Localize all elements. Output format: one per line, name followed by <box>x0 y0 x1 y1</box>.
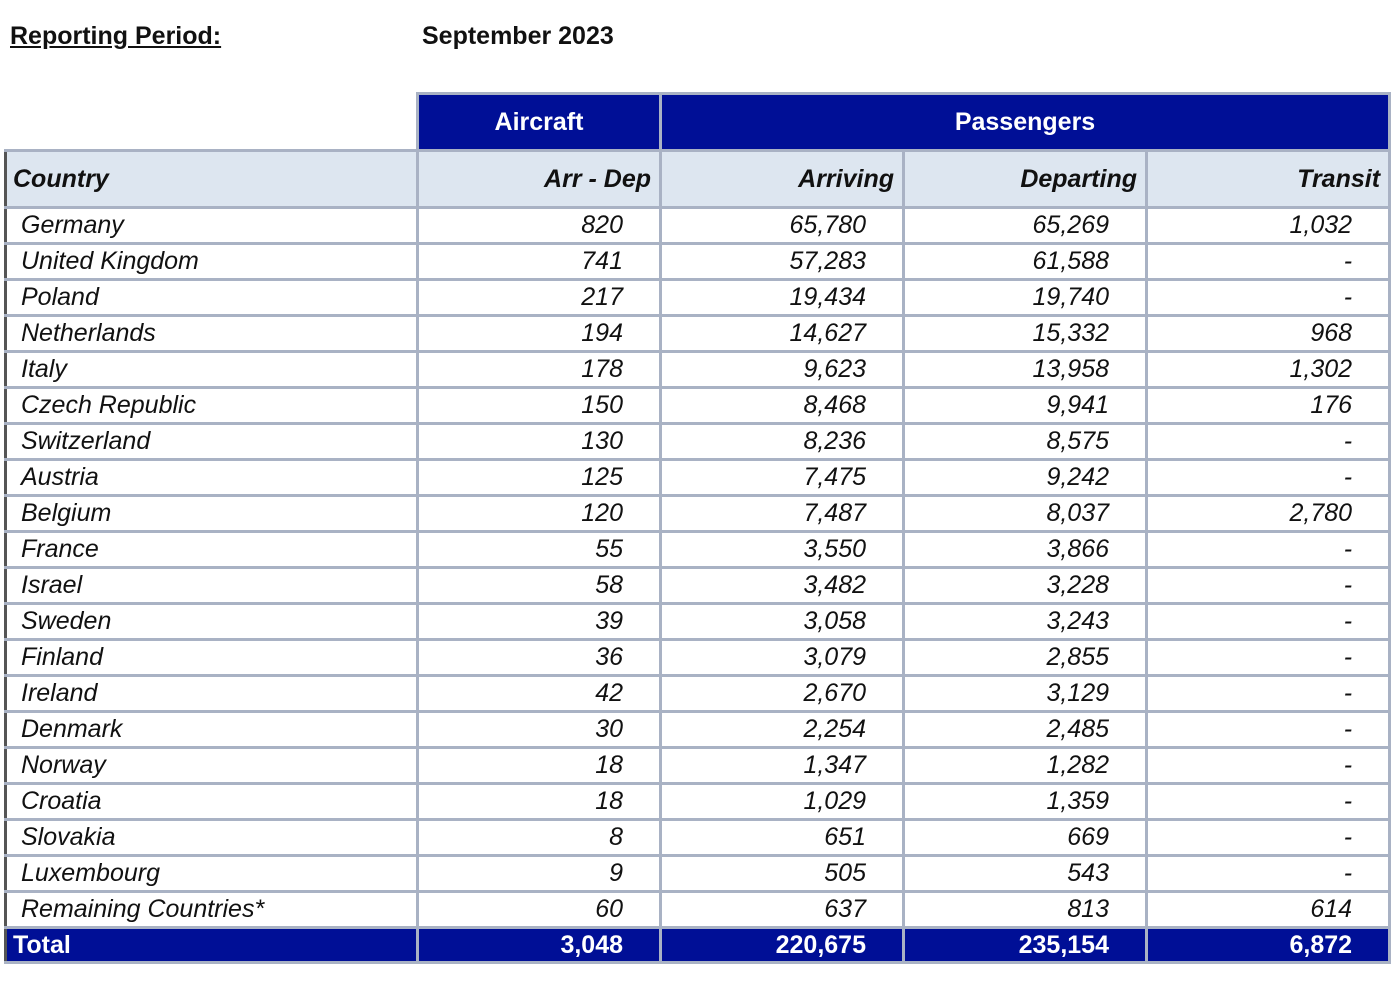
departing-cell: 61,588 <box>904 244 1147 280</box>
transit-cell: 176 <box>1147 388 1390 424</box>
arriving-cell: 7,475 <box>661 460 904 496</box>
table-row <box>6 388 1390 424</box>
aircraft-cell: 9 <box>418 856 661 892</box>
column-header-row <box>6 151 1390 208</box>
table-row <box>6 496 1390 532</box>
group-header-row <box>6 94 1390 151</box>
transit-cell: - <box>1147 244 1390 280</box>
country-cell: United Kingdom <box>6 244 418 280</box>
group-header-passengers: Passengers <box>661 94 1390 151</box>
column-header-arr-dep: Arr - Dep <box>418 151 661 208</box>
arriving-cell: 1,029 <box>661 784 904 820</box>
transit-cell: - <box>1147 280 1390 316</box>
table-row <box>6 856 1390 892</box>
aircraft-cell: 18 <box>418 748 661 784</box>
table-row <box>6 604 1390 640</box>
transit-cell: - <box>1147 712 1390 748</box>
total-arriving: 220,675 <box>661 928 904 963</box>
departing-cell: 3,866 <box>904 532 1147 568</box>
country-cell: France <box>6 532 418 568</box>
table-row <box>6 244 1390 280</box>
table-row <box>6 208 1390 244</box>
traffic-by-country-table <box>4 92 1391 964</box>
transit-cell: - <box>1147 784 1390 820</box>
column-header-departing: Departing <box>904 151 1147 208</box>
aircraft-cell: 39 <box>418 604 661 640</box>
departing-cell: 1,359 <box>904 784 1147 820</box>
country-cell: Israel <box>6 568 418 604</box>
arriving-cell: 651 <box>661 820 904 856</box>
transit-cell: 2,780 <box>1147 496 1390 532</box>
transit-cell: - <box>1147 856 1390 892</box>
aircraft-cell: 217 <box>418 280 661 316</box>
country-cell: Austria <box>6 460 418 496</box>
departing-cell: 1,282 <box>904 748 1147 784</box>
departing-cell: 3,243 <box>904 604 1147 640</box>
country-cell: Croatia <box>6 784 418 820</box>
country-cell: Italy <box>6 352 418 388</box>
aircraft-cell: 741 <box>418 244 661 280</box>
arriving-cell: 3,482 <box>661 568 904 604</box>
departing-cell: 9,242 <box>904 460 1147 496</box>
column-header-country: Country <box>6 151 418 208</box>
table-row <box>6 640 1390 676</box>
arriving-cell: 3,058 <box>661 604 904 640</box>
group-header-aircraft: Aircraft <box>418 94 661 151</box>
aircraft-cell: 120 <box>418 496 661 532</box>
transit-cell: 614 <box>1147 892 1390 928</box>
table-row <box>6 568 1390 604</box>
transit-cell: 1,302 <box>1147 352 1390 388</box>
total-label: Total <box>6 928 418 963</box>
transit-cell: - <box>1147 676 1390 712</box>
country-cell: Czech Republic <box>6 388 418 424</box>
country-cell: Netherlands <box>6 316 418 352</box>
total-departing: 235,154 <box>904 928 1147 963</box>
country-cell: Germany <box>6 208 418 244</box>
table-row <box>6 532 1390 568</box>
aircraft-cell: 820 <box>418 208 661 244</box>
total-transit: 6,872 <box>1147 928 1390 963</box>
table-row <box>6 784 1390 820</box>
arriving-cell: 1,347 <box>661 748 904 784</box>
arriving-cell: 505 <box>661 856 904 892</box>
table-row <box>6 424 1390 460</box>
table-row <box>6 712 1390 748</box>
group-header-blank <box>6 94 418 151</box>
aircraft-cell: 194 <box>418 316 661 352</box>
transit-cell: - <box>1147 640 1390 676</box>
country-cell: Norway <box>6 748 418 784</box>
departing-cell: 8,037 <box>904 496 1147 532</box>
departing-cell: 3,228 <box>904 568 1147 604</box>
reporting-period-label: Reporting Period: <box>10 22 222 50</box>
table-row <box>6 676 1390 712</box>
country-cell: Denmark <box>6 712 418 748</box>
transit-cell: - <box>1147 820 1390 856</box>
table-row <box>6 316 1390 352</box>
aircraft-cell: 178 <box>418 352 661 388</box>
aircraft-cell: 130 <box>418 424 661 460</box>
table-row <box>6 748 1390 784</box>
table-row <box>6 460 1390 496</box>
arriving-cell: 19,434 <box>661 280 904 316</box>
arriving-cell: 57,283 <box>661 244 904 280</box>
table-row <box>6 892 1390 928</box>
arriving-cell: 2,670 <box>661 676 904 712</box>
departing-cell: 15,332 <box>904 316 1147 352</box>
departing-cell: 9,941 <box>904 388 1147 424</box>
transit-cell: 1,032 <box>1147 208 1390 244</box>
table-row <box>6 352 1390 388</box>
transit-cell: - <box>1147 604 1390 640</box>
country-cell: Slovakia <box>6 820 418 856</box>
departing-cell: 813 <box>904 892 1147 928</box>
aircraft-cell: 55 <box>418 532 661 568</box>
departing-cell: 19,740 <box>904 280 1147 316</box>
country-cell: Remaining Countries* <box>6 892 418 928</box>
country-cell: Poland <box>6 280 418 316</box>
departing-cell: 8,575 <box>904 424 1147 460</box>
country-cell: Ireland <box>6 676 418 712</box>
transit-cell: - <box>1147 748 1390 784</box>
arriving-cell: 14,627 <box>661 316 904 352</box>
aircraft-cell: 42 <box>418 676 661 712</box>
aircraft-cell: 58 <box>418 568 661 604</box>
aircraft-cell: 30 <box>418 712 661 748</box>
departing-cell: 543 <box>904 856 1147 892</box>
arriving-cell: 9,623 <box>661 352 904 388</box>
departing-cell: 13,958 <box>904 352 1147 388</box>
aircraft-cell: 36 <box>418 640 661 676</box>
column-header-transit: Transit <box>1147 151 1390 208</box>
total-aircraft: 3,048 <box>418 928 661 963</box>
arriving-cell: 65,780 <box>661 208 904 244</box>
arriving-cell: 7,487 <box>661 496 904 532</box>
table-row <box>6 280 1390 316</box>
reporting-period-value: September 2023 <box>422 22 614 50</box>
transit-cell: - <box>1147 460 1390 496</box>
table-row <box>6 820 1390 856</box>
aircraft-cell: 8 <box>418 820 661 856</box>
arriving-cell: 8,236 <box>661 424 904 460</box>
aircraft-cell: 60 <box>418 892 661 928</box>
aircraft-cell: 125 <box>418 460 661 496</box>
country-cell: Finland <box>6 640 418 676</box>
transit-cell: - <box>1147 424 1390 460</box>
departing-cell: 3,129 <box>904 676 1147 712</box>
transit-cell: - <box>1147 532 1390 568</box>
arriving-cell: 8,468 <box>661 388 904 424</box>
country-cell: Luxembourg <box>6 856 418 892</box>
departing-cell: 669 <box>904 820 1147 856</box>
arriving-cell: 3,550 <box>661 532 904 568</box>
transit-cell: 968 <box>1147 316 1390 352</box>
departing-cell: 2,855 <box>904 640 1147 676</box>
departing-cell: 2,485 <box>904 712 1147 748</box>
aircraft-cell: 150 <box>418 388 661 424</box>
country-cell: Belgium <box>6 496 418 532</box>
aircraft-cell: 18 <box>418 784 661 820</box>
column-header-arriving: Arriving <box>661 151 904 208</box>
arriving-cell: 637 <box>661 892 904 928</box>
departing-cell: 65,269 <box>904 208 1147 244</box>
country-cell: Switzerland <box>6 424 418 460</box>
arriving-cell: 2,254 <box>661 712 904 748</box>
transit-cell: - <box>1147 568 1390 604</box>
country-cell: Sweden <box>6 604 418 640</box>
arriving-cell: 3,079 <box>661 640 904 676</box>
total-row <box>6 928 1390 963</box>
